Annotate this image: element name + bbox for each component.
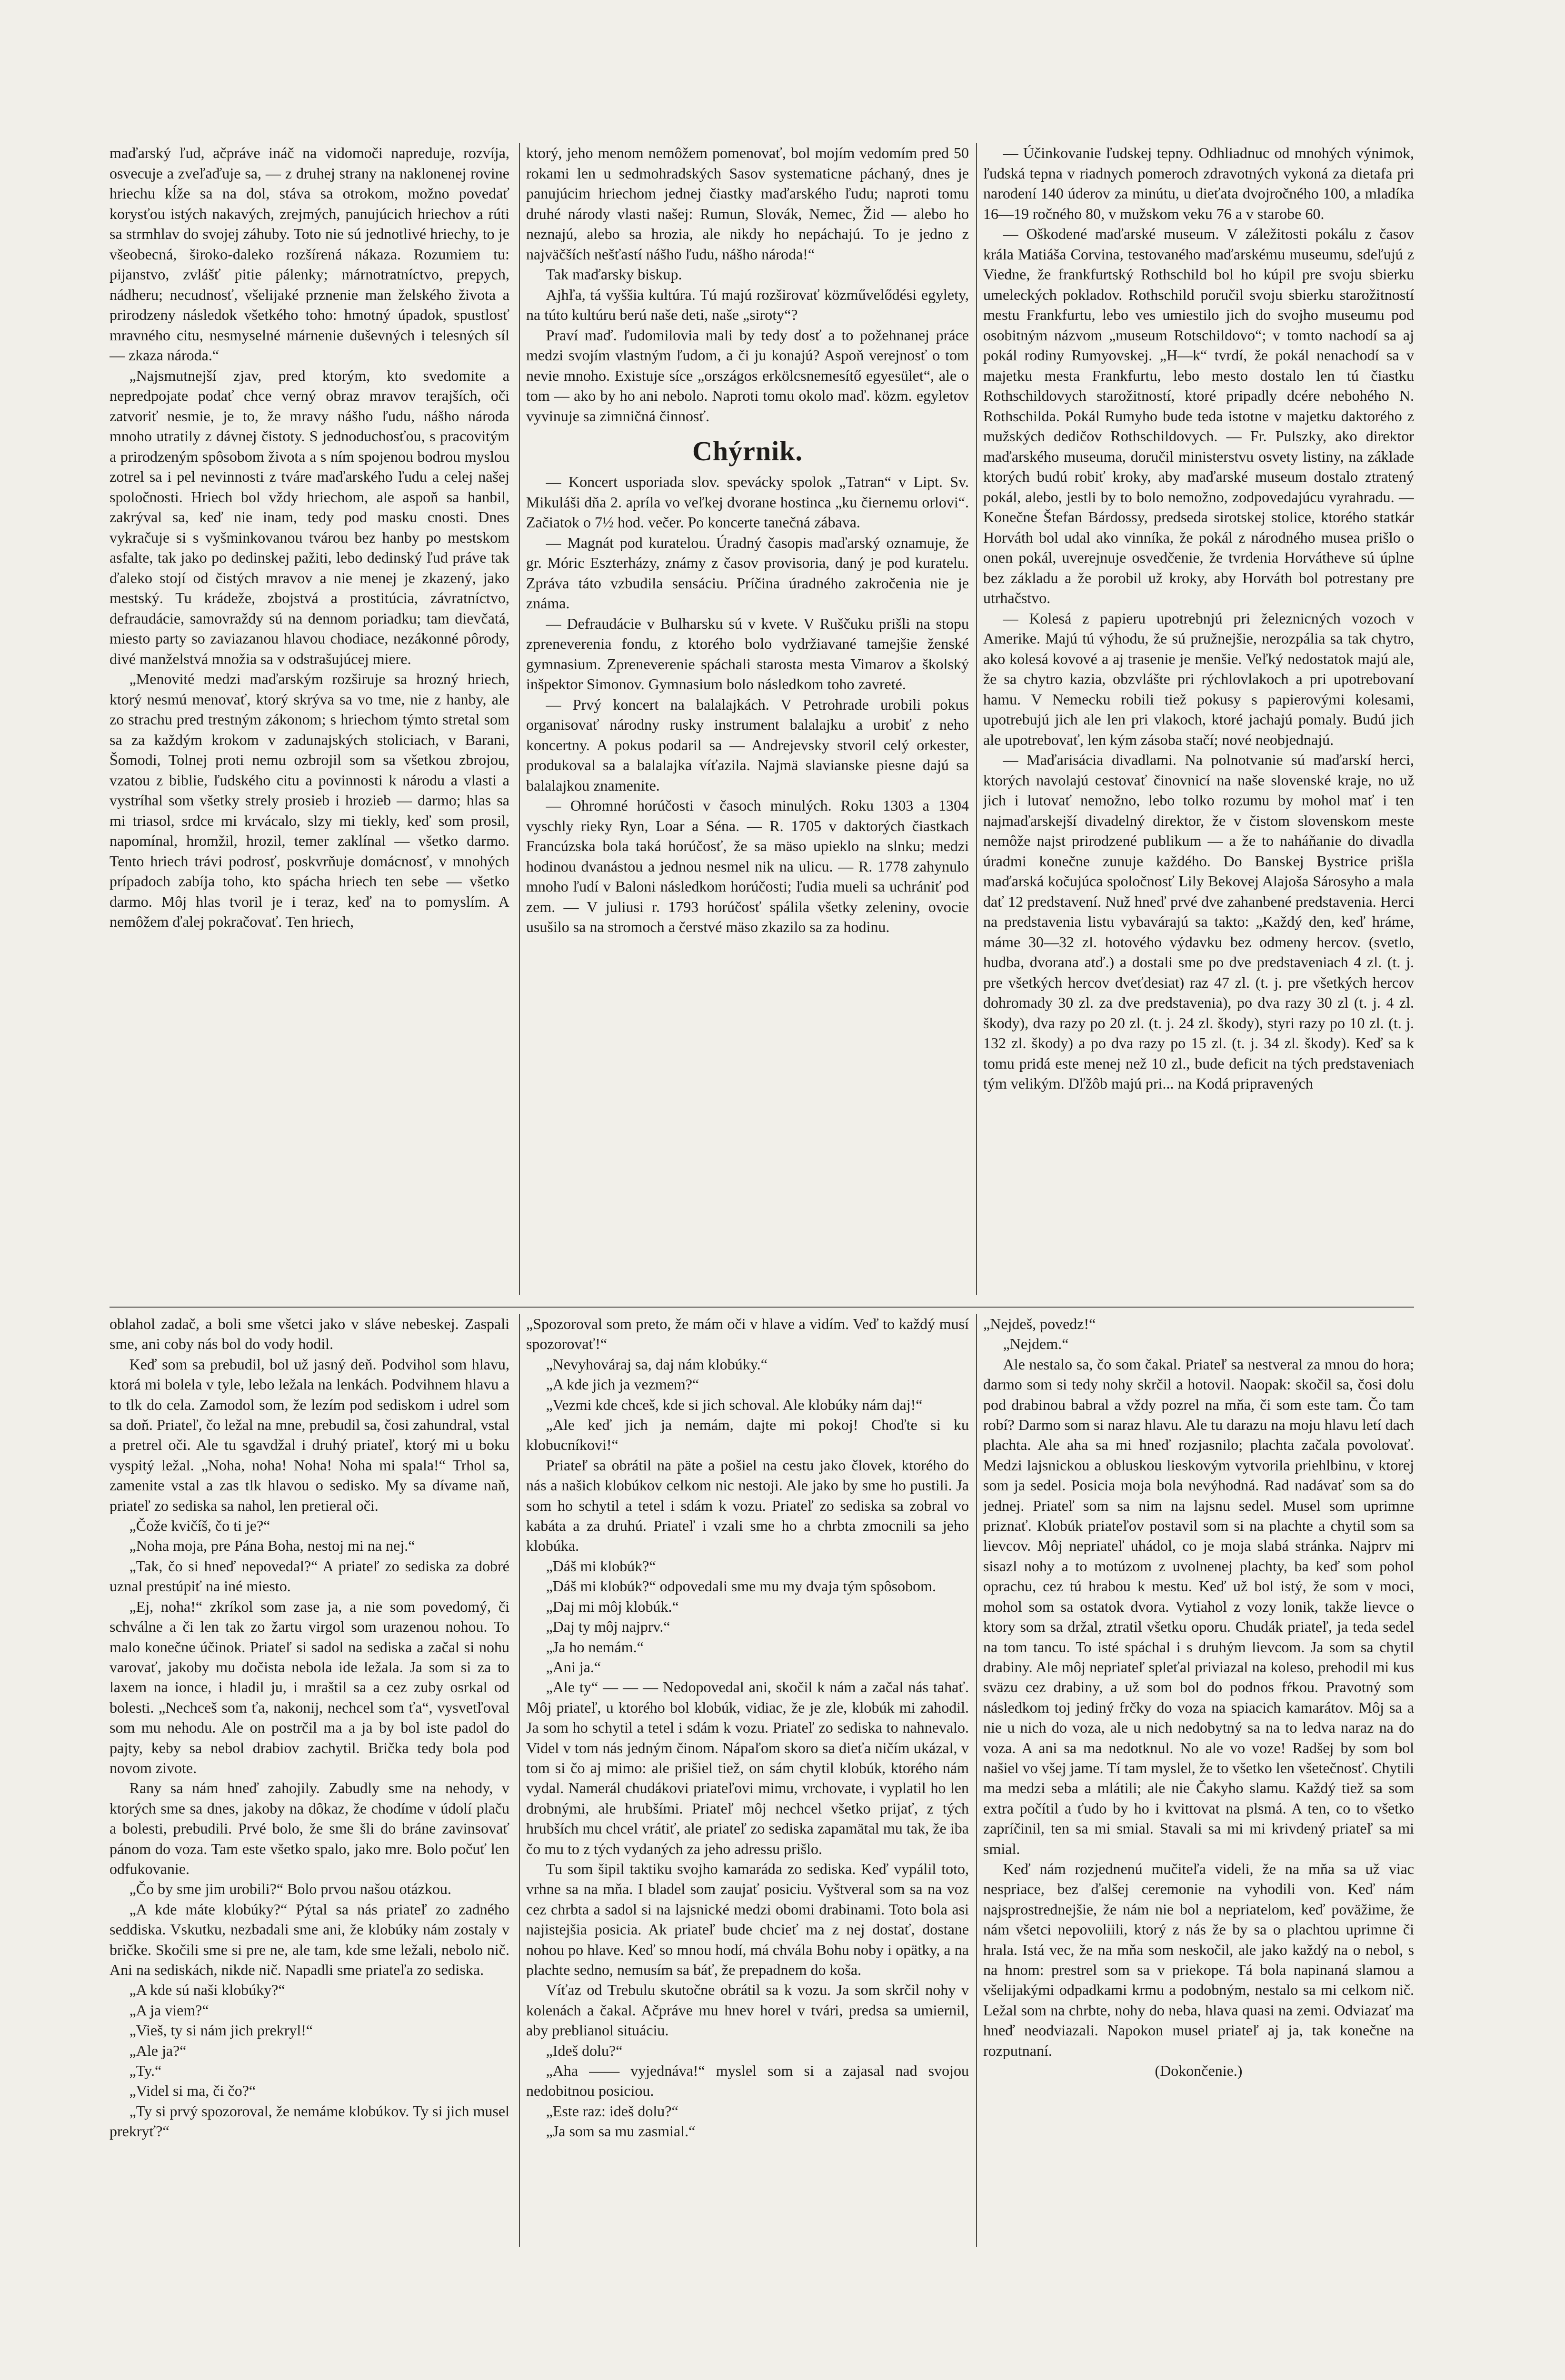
column-divider: [519, 1314, 520, 2247]
paragraph: „Noha moja, pre Pána Boha, nestoj mi na nej.“: [129, 1537, 415, 1555]
lower-col2-body: [526, 1314, 969, 2142]
paragraph: „Ty si prvý spozoroval, že nemáme klobúkov. Ty si jich musel prekryť?“: [110, 2102, 509, 2140]
paragraph: oblahol zadač, a boli sme všetci jako v sláve nebeskej. Zaspali sme, ani coby nás bol do vody hodil.: [110, 1315, 509, 1353]
paragraph: — Maďarisácia divadlami. Na polnotvanie sú maďarskí herci, ktorých navolajú cestovať činovnicí na naše slovenské kraje, no už jich i lutovať nemožno, lebo tolko rozumu by mohol mať i ten najmaďarskejší divadelný direktor, že v čistom slovenskom meste nemôže najst prirodzené publikum — a že to naháňanie do divadla úradmi konečne zunuje každého. Do Banskej Bystrice prišla maďarská kočujúca spoločnosť Lily Bekovej Alajoša Sárosyho a mala dať 12 predstavení. Nuž hneď prvé dve zahanbené predstavenia. Herci na predstavenia listu vybavárajú sa takto: „Každý den, keď hráme, máme 30—32 zl. hotového výdavku bez odmeny hercov. (svetlo, hudba, dvorana atď.) a dostali sme po dve predstaveniach 4 zl. (t. j. pre všetkých hercov dveťdesiat) raz 47 zl. (t. j. pre všetkých hercov dohromady 30 zl. za dve predstavenia), po dva razy 30 zl (t. j. 4 zl. škody), dva razy po 20 zl. (t. j. 24 zl. škody), styri razy po 10 zl. (t. j. 132 zl. škody) a po dva razy po 15 zl. (t. j. 34 zl. škody). Keď sa k tomu pridá este menej než 10 zl., bude deficit na tých predstaveniach tým velikým. Dľžôb majú pri... na Kodá pripravených: [983, 751, 1414, 1092]
lower-column-1: [110, 1314, 509, 2247]
lower-column-3: [983, 1314, 1414, 2247]
paragraph: „Dáš mi klobúk?“: [546, 1557, 656, 1575]
paragraph: — Magnát pod kuratelou. Úradný časopis maďarský oznamuje, že gr. Móric Eszterházy, známy z časov provisoria, daný je pod kuratelu. Zpráva táto vzbudila sensáciu. Príčina úradného zakročenia nie je známa.: [526, 534, 969, 612]
paragraph: „A ja viem?“: [129, 2001, 209, 2019]
paragraph: Priateľ sa obrátil na päte a pošiel na cestu jako človek, ktorého do nás a našich klobúkov celkom nic nestoji. Ale jako by sme ho pustili. Ja som ho schytil a tetel i sdám k vozu. Priateľ zo sediska sa zobral vo kabáta a za druhú. Priateľ i vzali sme ho a chrbta zmocnili sa jeho klobúka.: [526, 1456, 969, 1555]
paragraph: „Dáš mi klobúk?“ odpovedali sme mu my dvaja tým spôsobom.: [546, 1577, 937, 1595]
paragraph: „Čože kvičíš, čo ti je?“: [129, 1517, 270, 1535]
paragraph: — Koncert usporiada slov. spevácky spolok „Tatran“ v Lipt. Sv. Mikuláši dňa 2. apríla vo veľkej dvorane hostinca „ku čiernemu orlovi“. Začiatok o 7½ hod. večer. Po koncerte tanečná zábava.: [526, 473, 969, 531]
paragraph: „Vieš, ty si nám jich prekryl!“: [129, 2022, 313, 2039]
paragraph: „Ideš dolu?“: [546, 2042, 623, 2059]
paragraph: „A kde máte klobúky?“ Pýtal sa nás priateľ zo zadného seddiska. Vskutku, nezbadali sme ani, že klobúky nám zostaly v bričke. Skočili sme si pre ne, ale tam, kde sme ležali, nebolo nič. Ani na sediskách, nikde nič. Napadli sme priateľa zo sediska.: [110, 1900, 509, 1978]
upper-column-3: [983, 143, 1414, 1295]
paragraph: „Ale keď jich ja nemám, dajte mi pokoj! Choďte si ku klobucníkovi!“: [526, 1416, 969, 1454]
paragraph: — Prvý koncert na balalajkách. V Petrohrade urobili pokus organisovať národny rusky instrument balalajku a urobiť z neho koncertny. A pokus podaril sa — Andrejevsky stvoril celý orkester, produkoval sa a balalajka víťazila. Najmä slavianske piesne dajú sa balalajkou znamenite.: [526, 695, 969, 794]
paragraph: „Tak, čo si hneď nepovedal?“ A priateľ zo sediska za dobré uznal prestúpiť na iné miesto.: [110, 1557, 509, 1595]
paragraph: „Este raz: ideš dolu?“: [546, 2102, 678, 2120]
paragraph: Ajhľa, tá vyššia kultúra. Tú majú rozširovať közművelődési egylety, na túto kultúru berú naše deti, naše „siroty“?: [526, 286, 969, 323]
upper-column-2: [526, 143, 969, 1295]
column-divider: [519, 143, 520, 1295]
upper-col1-body: [110, 143, 509, 932]
paragraph: „Videl si ma, či čo?“: [129, 2082, 256, 2100]
paragraph: Tak maďarsky biskup.: [546, 266, 682, 283]
paragraph: „Ja som sa mu zasmial.“: [546, 2122, 696, 2140]
lower-col3-body: [983, 1314, 1414, 2081]
paragraph: „Ale ty“ — — — Nedopovedal ani, skočil k nám a začal nás tahať. Môj priateľ, u ktorého bol klobúk, vidiac, že je zle, klobúk mi zahodil. Ja som ho schytil a tetel i sdám k vozu. Priateľ zo sediska to nahnevalo. Videl v tom nás jedným činom. Nápaľom skoro sa dieťa ničím ukázal, v tom si čo aj mimo: ale prišiel tiež, on sám chytil klobúk, ktorého nám vydal. Namerál chudákovi priateľovi mimu, vrchovate, i vyplatil ho len drobnými, ale hrubšími. Priateľ môj nechcel všetko prijať, z tých hrubších mu chcel vrátiť, ale priateľ zo sediska zapamätal mu tak, že iba čo mu to z tých vydaných za jeho adressu prišlo.: [526, 1678, 969, 1857]
upper-column-1: [110, 143, 509, 1295]
upper-col2-body: [526, 143, 969, 426]
column-divider: [976, 143, 977, 1295]
paragraph: „Vezmi kde chceš, kde si jich schoval. Ale klobúky nám daj!“: [546, 1396, 923, 1413]
paragraph: „Ani ja.“: [546, 1658, 601, 1676]
paragraph: „Daj ty môj najprv.“: [546, 1618, 670, 1636]
paragraph: Ale nestalo sa, čo som čakal. Priateľ sa nestveral za mnou do hora; darmo som si tedy nohy skrčil a hotovil. Naopak: skočil sa, čosi dolu pod drabinou babral a vždy pozrel na mňa, či som este tam. Čo tam robí? Darmo som si naraz hlavu. Ale tu darazu na moju hlavu letí dach plachta. Ale aha sa mi hneď rozjasnilo; plachta začala povolovať. Medzi lajsnickou a obluskou lieskovým vytvorila priehlbinu, v ktorej som ja sedel. Posicia moja bola nevýhodná. Rad nadávať som sa do jednej. Priateľ som sa nim na lajsnu sedel. Musel som uprimne priznať. Klobúk priateľov postavil som si na plachte a chytil som sa lievcov. Môj nepriateľ uhádol, co je moja slabá stránka. Najprv mi sisazl nohy a to motúzom z uvolnenej plachty, ba keď som pohol oprachu, cez tú hrabou k mestu. Keď už bol istý, že som v moci, mohol som sa ostatok dvora. Vytiahol z vozy lonik, takže lievce o ktory som sa držal, ztratil všetku oporu. Chudák priateľ, ja teda sedel na tom tancu. To isté spáchal i s druhým lievcom. Ja som sa chytil drabiny. Ale môj nepriateľ spleťal priviazal na koleso, prehodil mi kus sväzu cez drabiny, a už som bol do podnos fŕkou. Pravotný som následkom toj jediný frčky do voza na spiacich kamarátov. Môj sa a nie u nich do voza, ale u nich nedobytný sa na to ledva naraz na do voza. A ani sa ma nedotknul. No ale vo voze! Radšej by som bol našiel vo všej jame. Tí tam myslel, že to všetko len všetečnosť. Chytili ma medzi seba a mlátili; ale nie Čakyho slamu. Každý tiež sa som extra počítil a ťudo by ho i kvittovat na plsmá. A ten, co to všetko zapríčinil, ten sa mi smial. Stavali sa mi mi krivdený priateľ sa mi smial.: [983, 1355, 1414, 1857]
column-divider: [976, 1314, 977, 2247]
paragraph: „Ale ja?“: [129, 2042, 187, 2059]
paragraph: — Defraudácie v Bulharsku sú v kvete. V Ruščuku prišli na stopu zpreneverenia fondu, z ktorého bolo vydržiavané tamejšie ženské gymnasium. Zpreneverenie spáchali starosta mesta Vimarov a školský inšpektor Simonov. Gymnasium bolo následkom toho zavreté.: [526, 615, 969, 693]
upper-col3-body: [983, 143, 1414, 1094]
paragraph: „Aha —— vyjednáva!“ myslel som si a zajasal nad svojou nedobitnou posiciou.: [526, 2062, 969, 2100]
paragraph: maďarský ľud, ačpráve ináč na vidomoči napreduje, rozvíja, osvecuje a zveľaďuje sa, — z druhej strany na naklonenej rovine hriechu kĺže sa na dol, stáva sa otrokom, možno povedať korysťou istých nakavých, zrejmých, panujúcich hriechov a rúti sa strmhlav do svojej záhuby. Toto nie sú jednotlivé hriechy, to je všeobecná, široko-daleko rozšírená nákaza. Rozumiem tu: pijanstvo, zvlášť pitie pálenky; márnotratníctvo, prepych, nádheru; necudnosť, všelijaké prznenie man želského života a prirodzeny následok všetkého toho: hmotný úpadok, spustlosť mravného citu, nesmyselné márnenie duševných i telesných síl — zkaza národa.“: [110, 144, 509, 364]
lower-col1-body: [110, 1314, 509, 2142]
paragraph: „Čo by sme jim urobili?“ Bolo prvou našou otázkou.: [129, 1880, 451, 1898]
paragraph: (Dokončenie.): [1155, 2062, 1243, 2080]
paragraph: „A kde sú naši klobúky?“: [129, 1981, 285, 1999]
paragraph: Víťaz od Trebulu skutočne obrátil sa k vozu. Ja som skrčil nohy v kolenách a čakal. Ačpráve mu hnev horel v tvári, predsa sa umiernil, aby preblianol situáciu.: [526, 1981, 969, 2039]
paragraph: „Nejdeš, povedz!“: [983, 1315, 1096, 1332]
paragraph: „Ja ho nemám.“: [546, 1638, 644, 1656]
paragraph: „Menovité medzi maďarským rozširuje sa hrozný hriech, ktorý nesmú menovať, ktorý skrýva sa vo tme, nie z hanby, ale zo strachu pred trestným zákonom; s hriechom týmto stretal som sa za každým krokom v zadunajských stoliciach, v Barani, Šomodi, Tolnej proti nemu ozbrojil som sa všetkou zbrojou, vzatou z biblie, ľudského citu a povinnosti k národu a vlasti a vystríhal som všetky strely prosieb i hrozieb — darmo; hlas sa mi triasol, srdce mi krvácalo, slzy mi tiekly, keď som prosil, napomínal, hromžil, hrozil, temer zaklínal — všetko darmo. Tento hriech trávi podrosť, poskvrňuje domácnosť, v mnohých prípadoch zabíja toho, kto spácha hriech ten sebe — všetko darmo. Môj hlas tvoril je i teraz, keď na to pomyslím. A nemôžem ďalej pokračovať. Ten hriech,: [110, 670, 509, 930]
paragraph: Praví maď. ľudomilovia mali by tedy dosť a to požehnanej práce medzi svojím vlastným ľudom, a či ju konajú? Aspoň verejnosť o tom nevie mnoho. Existuje síce „országos erkölcsnemesítő egyesület“, ale o tom — ako by ho ani nebolo. Naproti tomu okolo maď. közm. egyletov vyvinuje sa zimničná činnosť.: [526, 326, 969, 425]
paragraph: „Nevyhováraj sa, daj nám klobúky.“: [546, 1355, 768, 1373]
paragraph: — Účinkovanie ľudskej tepny. Odhliadnuc od mnohých výnimok, ľudská tepna v riadnych pomeroch zdravotných vykoná za dietafa pri narodení 140 úderov za minútu, u dieťata dvojročného 100, a mladíka 16—19 ročného 80, v mužskom veku 76 a v starobe 60.: [983, 144, 1414, 222]
paragraph: Rany sa nám hneď zahojily. Zabudly sme na nehody, v ktorých sme sa dnes, jakoby na dôkaz, že chodíme v údolí plaču a bolesti, prebudili. Prvé bolo, že sme šli do bráne zavinsovať pánom do voza. Tam este všetko spalo, jako mre. Bolo počuť len odfukovanie.: [110, 1779, 509, 1877]
paragraph: „Spozoroval som preto, že mám oči v hlave a vidím. Veď to každý musí spozorovať!“: [526, 1315, 969, 1353]
paragraph: „Daj mi môj klobúk.“: [546, 1597, 679, 1615]
feuilleton-divider: [110, 1307, 1414, 1308]
paragraph: Keď som sa prebudil, bol už jasný deň. Podvihol som hlavu, ktorá mi bolela v tyle, lebo ležala na lenkách. Podvihnem hlavu a to tlk do cela. Zamodol som, že lezím pod sediskom i udrel som sa doň. Priateľ, čo ležal na mne, prebudil sa, čosi zahundral, vstal a pretrel oči. Ale tu sgavdžal i druhý priateľ, ktorý mi u boku vyspitý ležal. „Noha, noha! Noha! Noha mi spala!“ Trhol sa, zamenite vstal a zas tlk hlavou o sedisko. My sa dívame naň, priateľ zo sediska sa nahol, len pretieral oči.: [110, 1355, 509, 1514]
paragraph: — Ohromné horúčosti v časoch minulých. Roku 1303 a 1304 vyschly rieky Ryn, Loar a Séna. — R. 1705 v daktorých čiastkach Francúzska bola taká horúčosť, že sa mäso upieklo na slnku; medzi hodinou dvanástou a jednou nesmel nik na ulicu. — R. 1778 zahynulo mnoho ľudí v Baloni následkom horúčosti; ľudia mueli sa uchrániť pod zem. — V juliusi r. 1793 horúčosť spálila všetky zeleniny, ovocie usušilo sa na stromoch a čerstvé mäso zkazilo sa za hodinu.: [526, 797, 969, 935]
paragraph: — Oškodené maďarské museum. V záležitosti pokálu z časov krála Matiáša Corvina, testovaného maďarskému museumu, sdeľujú z Viedne, že frankfurtský Rothschild bol ho kúpil pre svoju sbierku umeleckých pokladov. Rothschild poručil svoju sbierku starožitností mestu Frankfurtu, lebo ves umiestilo jich do svojho museumu pod osobitným názvom „museum Rotschildovo“; v tomto nachodí sa aj pokál rodiny Rumyovskej. „H—k“ tvrdí, že pokál nenachodí sa v majetku mesta Frankfurtu, lebo mesto dostalo len tú čiastku Rothschildovych starožitností, ktoré pripadly dcére nebohého N. Rothschilda. Pokál Rumyho bude teda istotne v majetku daktorého z mužských dedičov Rothschildovych. — Fr. Pulszky, ako direktor maďarského museuma, doručil ministerstvu osvety listiny, na základe ktorých budú robiť kroky, aby maďarské museum dostalo ztratený pokál, alebo, jestli by to bolo nemožno, zodpovedajúcu vyrahradu. — Konečne Štefan Bárdossy, predseda sirotskej stolice, ktorého statkár Horváth bol udal ako vinníka, že pokál z národného musea prišlo o onen pokál, uverejnuje osvedčenie, že tvrdenia Horvátheve sú úplne bez základu a že porobil už kroky, aby Horváth bol potrestany pre utrhačstvo.: [983, 225, 1414, 606]
paragraph: „Ty.“: [129, 2062, 162, 2080]
paragraph: „Nejdem.“: [1003, 1335, 1069, 1353]
upper-col2-news: [526, 472, 969, 937]
paragraph: „Najsmutnejší zjav, pred ktorým, kto svedomite a nepredpojate podať chce verný obraz mravov terajších, oči zatvoriť nesmie, je to, že mravy nášho ľudu, nášho národa mnoho utratily z dávnej čistoty. S jednoduchosťou, s pracovitým a prirodzeným spôsobom života a s ním spojenou bodrou myslou zotrel sa i pel nevinnosti z tváre maďarského ľudu a celej našej spoločnosti. Hriech bol vždy hriechom, ale aspoň sa hanbil, zakrýval sa, keď nie inam, tedy pod masku cnosti. Dnes vykračuje si s vyšminkovanou tvárou bez hanby po mestskom asfalte, tak jako po dedinskej pažiti, lebo dedinský ľud práve tak ďaleko stojí od čistých mravov a nie menej je zkazený, jako mestský. Tu krádeže, zbojstvá a prostitúcia, závratníctvo, defraudácie, samovraždy sú na dennom poriadku; tam dievčatá, miesto party so zaviazanou hlavou chodiace, nezákonné pôrody, divé manželstvá množia sa v odstrašujúcej miere.: [110, 367, 509, 667]
paragraph: „Ej, noha!“ zkríkol som zase ja, a nie som povedomý, či schválne a či len tak zo žartu virgol som urazenou nohou. To malo konečne účinok. Priateľ si sadol na sediska a začal si nohu varovať, jakoby mu dočista nebola ide ležala. Ja som si za to laxem na ionce, i hladil ju, i mraštil sa a cez zuby osrkal od bolesti. „Nechceš som ťa, nakonij, nechcel som ťa“, vysvetľoval som mu nehodu. Ale on postrčil ma a ja by bol iste padol do pajty, keby sa nebol drabiov zachytil. Brička tedy bola pod novom zivote.: [110, 1597, 509, 1776]
paragraph: ktorý, jeho menom nemôžem pomenovať, bol mojím vedomím pred 50 rokami len u sedmohradských Sasov systematicne páchaný, dnes je panujúcim hriechom jednej čiastky maďarského ľudu; naproti tomu druhé národy vlasti našej: Rumun, Slovák, Nemec, Žid — alebo ho neznajú, alebo sa hrozia, ale nikdy ho nepáchajú. To je jedno z najväčších nešťastí nášho ľudu, nášho národa!“: [526, 144, 969, 263]
paragraph: „A kde jich ja vezmem?“: [546, 1376, 699, 1393]
lower-column-2: [526, 1314, 969, 2247]
paragraph: Tu som šipil taktiku svojho kamaráda zo sediska. Keď vypálil toto, vrhne sa na mňa. I bladel som zaujať posiciu. Vyštveral som sa na voz cez chrbta a sadol si na lajsnické medzi obomi drabinami. Toto bola asi najistejšia posicia. Ak priateľ bude chcieť ma z nej dostať, dostane nohou po hlave. Keď so mnou hodí, má chvála Bohu noby i opätky, a na plachte sedno, nemusím sa báť, že prepadnem do koša.: [526, 1860, 969, 1978]
paragraph: Keď nám rozjednenú mučiteľa videli, že na mňa sa už viac nespriace, bez ďalšej ceremonie na vyhodili von. Keď nám najsprostrednejšie, že nám nie bol a nepriatelom, keď poväžime, že nám všetci nepovoliili, ktorý z nás že by sa o plachtou uprimne či hrala. Istá vec, že na mňa som neskočil, ale jako každý na o nebol, s na hnom: prestrel som sa v priekope. Tá bola napinaná slamou a všelijakými odpadkami krmu a podobným, nestalo sa mi celkom nič. Ležal som na chrbte, nohy do neba, hlava quasi na zemi. Odviazať ma hneď neodviazali. Napokon musel priateľ aj ja, tak konečne na rozputnaní.: [983, 1860, 1414, 2059]
paragraph: — Kolesá z papieru upotrebnjú pri železnicných vozoch v Amerike. Majú tú výhodu, že sú pružnejšie, nerozpália sa tak chytro, ako kolesá kovové a aj trasenie je menšie. Veľký nedostatok majú ale, že sa chytro kazia, obzvlášte pri rýchlovlakoch a pri upotrebovaní hamu. V Nemecku robili tiež pokusy s papierovými kolesami, upotrebujú jich ale len pri vlakoch, ktoré jachajú pomaly. Budú jich ale upotrebovať, len kým zásoba stačí; nové neobjednajú.: [983, 609, 1414, 748]
chyrnik-section-title: Chýrnik.: [692, 436, 803, 466]
